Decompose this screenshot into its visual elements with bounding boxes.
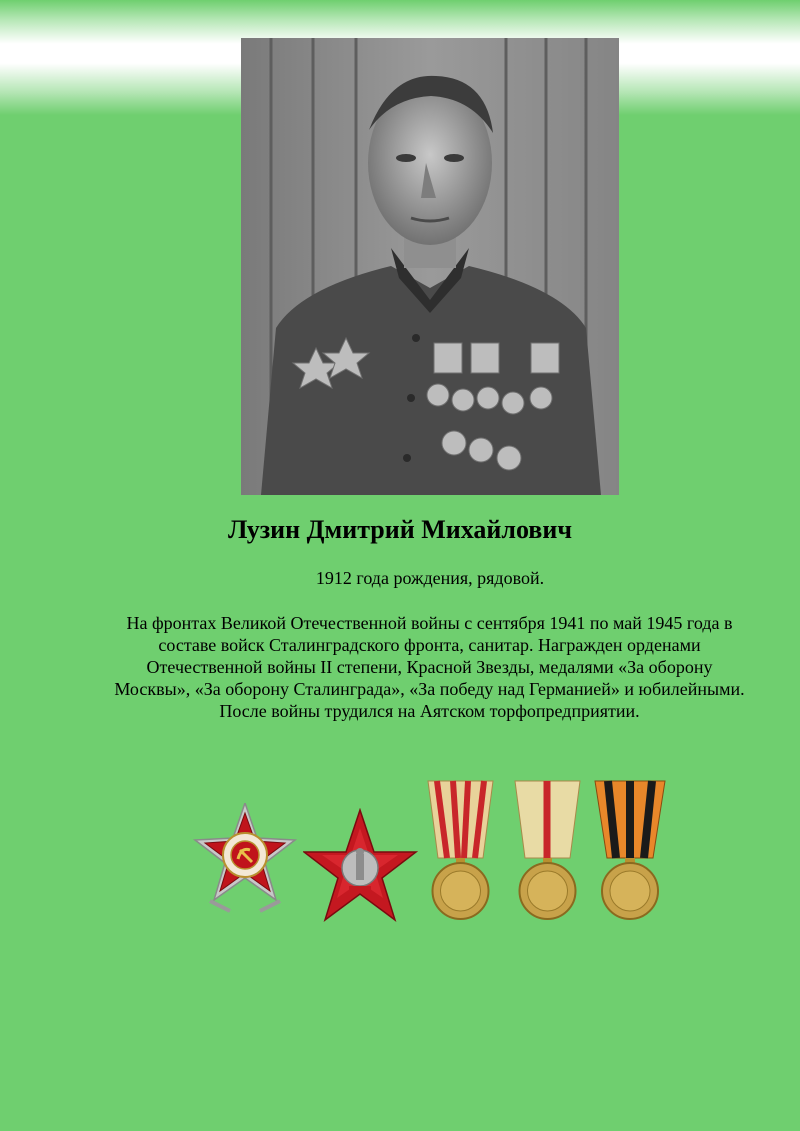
biography-text: На фронтах Великой Отечественной войны с сентября 1941 по май 1945 года в составе войск Сталинградского фронта, санитар. Награжден орденами Отечественной войны II степени, Красной Звезды, медалями «За оборону Москвы», «За оборону Сталинграда», «За победу над Германией» и юбилейными. После войны трудился на Аятском торфопредприятии. <box>114 613 745 721</box>
medal-defense-of-moscow-icon <box>423 778 498 933</box>
medal-victory-over-germany-icon <box>590 778 670 933</box>
person-name: Лузин Дмитрий Михайлович <box>227 515 572 544</box>
order-red-star-icon <box>303 808 418 928</box>
awards-row <box>185 778 675 928</box>
birth-line: 1912 года рождения, рядовой. <box>315 568 545 588</box>
medal-defense-of-stalingrad-icon <box>510 778 585 933</box>
order-patriotic-war-icon <box>190 803 300 923</box>
portrait-photo <box>241 38 619 495</box>
